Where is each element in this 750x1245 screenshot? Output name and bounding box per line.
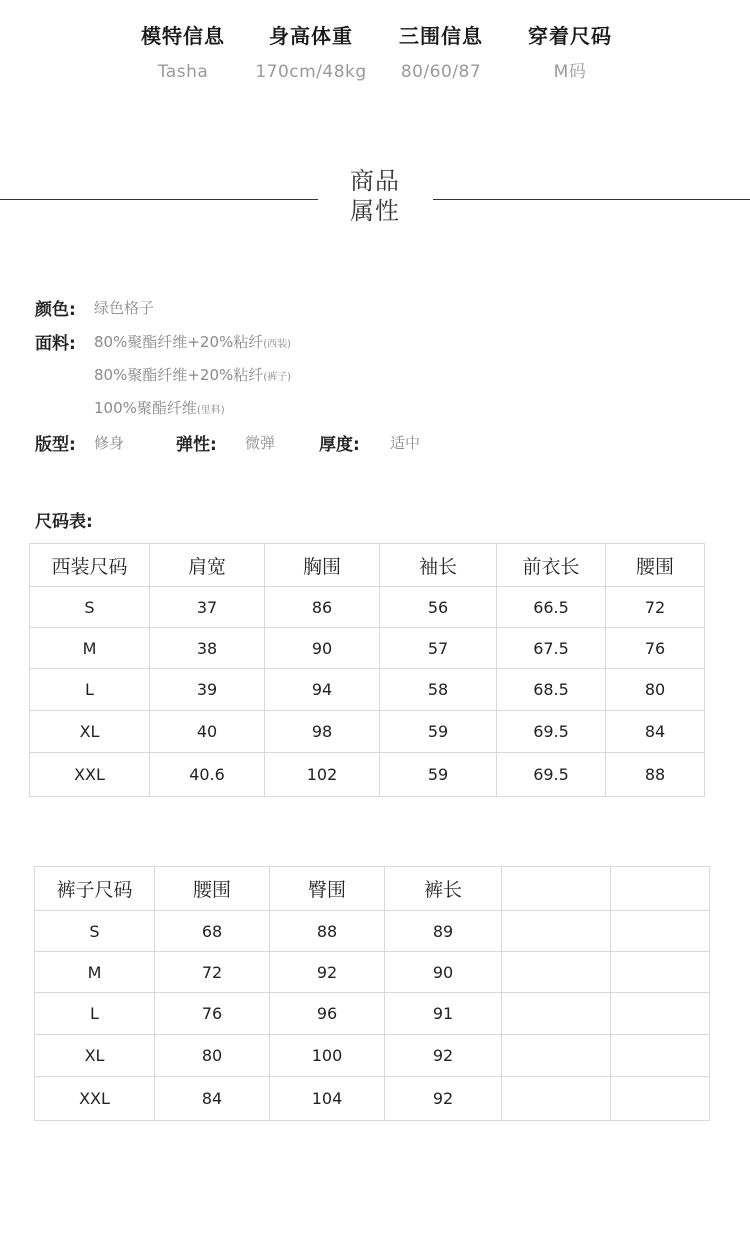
table-header-row	[35, 867, 710, 911]
table-row	[30, 669, 705, 711]
table-cell: XL	[35, 1035, 155, 1077]
table-cell	[611, 1035, 710, 1077]
table-cell: 72	[155, 952, 270, 993]
fabric-line	[94, 397, 225, 418]
table-cell: M	[30, 628, 150, 669]
size-table-label: 尺码表:	[35, 512, 93, 532]
pants-size-table	[34, 866, 710, 1121]
table-cell	[502, 911, 611, 952]
table-cell: 92	[385, 1035, 502, 1077]
model-info-value: M码	[553, 62, 587, 82]
table-cell: 38	[150, 628, 265, 669]
fabric-note: (西装)	[263, 339, 292, 350]
table-row	[35, 1077, 710, 1121]
table-cell: 102	[265, 753, 380, 797]
table-header-cell: 胸围	[265, 544, 380, 587]
model-info-heading: 穿着尺码	[528, 24, 612, 48]
table-cell: 59	[380, 753, 497, 797]
table-cell: 39	[150, 669, 265, 711]
table-cell: 80	[606, 669, 705, 711]
divider-left	[0, 199, 318, 200]
table-row	[30, 711, 705, 753]
table-cell: 88	[606, 753, 705, 797]
table-cell	[611, 952, 710, 993]
table-cell: 76	[155, 993, 270, 1035]
table-cell	[502, 993, 611, 1035]
table-cell: 84	[155, 1077, 270, 1121]
fabric-note: (里料)	[196, 405, 225, 416]
fabric-line	[94, 364, 291, 385]
table-cell: 57	[380, 628, 497, 669]
fabric-text: 100%聚酯纤维	[94, 399, 197, 417]
table-header-cell	[502, 867, 611, 911]
section-title-line1: 商品	[350, 167, 400, 195]
table-cell: L	[30, 669, 150, 711]
table-cell: 104	[270, 1077, 385, 1121]
table-cell: 67.5	[497, 628, 606, 669]
table-cell	[611, 1077, 710, 1121]
elastic-label: 弹性:	[176, 435, 217, 455]
table-cell: 91	[385, 993, 502, 1035]
table-cell: 98	[265, 711, 380, 753]
table-header-cell: 袖长	[380, 544, 497, 587]
table-cell: 100	[270, 1035, 385, 1077]
table-cell: 88	[270, 911, 385, 952]
table-cell: 94	[265, 669, 380, 711]
table-header-cell: 臀围	[270, 867, 385, 911]
table-cell: 89	[385, 911, 502, 952]
model-info-heading: 身高体重	[269, 24, 353, 48]
elastic-value: 微弹	[245, 434, 276, 452]
table-cell	[502, 1035, 611, 1077]
fabric-label: 面料:	[35, 334, 76, 354]
section-title-line2: 属性	[350, 197, 400, 225]
table-row	[35, 952, 710, 993]
table-cell	[611, 911, 710, 952]
table-cell: 58	[380, 669, 497, 711]
table-cell: 92	[385, 1077, 502, 1121]
table-cell: 37	[150, 587, 265, 628]
table-cell: 68.5	[497, 669, 606, 711]
table-cell: S	[30, 587, 150, 628]
table-cell	[502, 1077, 611, 1121]
model-info-heading: 三围信息	[399, 24, 483, 48]
divider-right	[433, 199, 750, 200]
table-cell: 84	[606, 711, 705, 753]
model-info-column-height-weight	[246, 22, 376, 84]
table-header-cell: 裤长	[385, 867, 502, 911]
fabric-text: 80%聚酯纤维+20%粘纤	[94, 333, 264, 351]
table-cell: 59	[380, 711, 497, 753]
table-cell: 90	[385, 952, 502, 993]
table-row	[35, 1035, 710, 1077]
table-cell: 92	[270, 952, 385, 993]
model-info-column-measurements	[376, 22, 506, 84]
suit-size-table	[29, 543, 705, 797]
thickness-label: 厚度:	[319, 435, 360, 455]
table-cell: 96	[270, 993, 385, 1035]
table-cell: XXL	[35, 1077, 155, 1121]
table-row	[30, 753, 705, 797]
table-cell: L	[35, 993, 155, 1035]
color-label: 颜色:	[35, 300, 76, 320]
thickness-value: 适中	[390, 434, 421, 452]
model-info-value: 80/60/87	[400, 62, 482, 82]
table-cell: XL	[30, 711, 150, 753]
table-row	[35, 911, 710, 952]
table-cell: 80	[155, 1035, 270, 1077]
table-header-cell: 前衣长	[497, 544, 606, 587]
table-cell: 69.5	[497, 753, 606, 797]
table-header-cell: 裤子尺码	[35, 867, 155, 911]
table-header-cell: 腰围	[606, 544, 705, 587]
table-cell: M	[35, 952, 155, 993]
fabric-note: (裤子)	[263, 372, 292, 383]
table-cell: 86	[265, 587, 380, 628]
table-cell: 72	[606, 587, 705, 628]
table-row	[35, 993, 710, 1035]
table-cell: 40.6	[150, 753, 265, 797]
table-cell	[611, 993, 710, 1035]
table-cell: 76	[606, 628, 705, 669]
table-cell: S	[35, 911, 155, 952]
table-row	[30, 587, 705, 628]
model-info-value: 170cm/48kg	[255, 62, 367, 82]
table-cell: 68	[155, 911, 270, 952]
table-cell: XXL	[30, 753, 150, 797]
table-header-cell: 西装尺码	[30, 544, 150, 587]
fabric-text: 80%聚酯纤维+20%粘纤	[94, 366, 264, 384]
table-cell: 90	[265, 628, 380, 669]
table-cell: 66.5	[497, 587, 606, 628]
fabric-line	[94, 331, 291, 352]
section-title	[325, 166, 425, 226]
color-value: 绿色格子	[94, 299, 155, 317]
table-cell: 56	[380, 587, 497, 628]
table-cell: 40	[150, 711, 265, 753]
table-cell	[502, 952, 611, 993]
table-header-cell	[611, 867, 710, 911]
fit-label: 版型:	[35, 435, 76, 455]
model-info-heading: 模特信息	[141, 24, 225, 48]
fit-value: 修身	[94, 434, 125, 452]
table-header-row	[30, 544, 705, 587]
table-header-cell: 腰围	[155, 867, 270, 911]
model-info-column-model	[118, 22, 248, 84]
table-header-cell: 肩宽	[150, 544, 265, 587]
table-row	[30, 628, 705, 669]
model-info-value: Tasha	[157, 62, 209, 82]
model-info-column-size-worn	[505, 22, 635, 84]
table-cell: 69.5	[497, 711, 606, 753]
